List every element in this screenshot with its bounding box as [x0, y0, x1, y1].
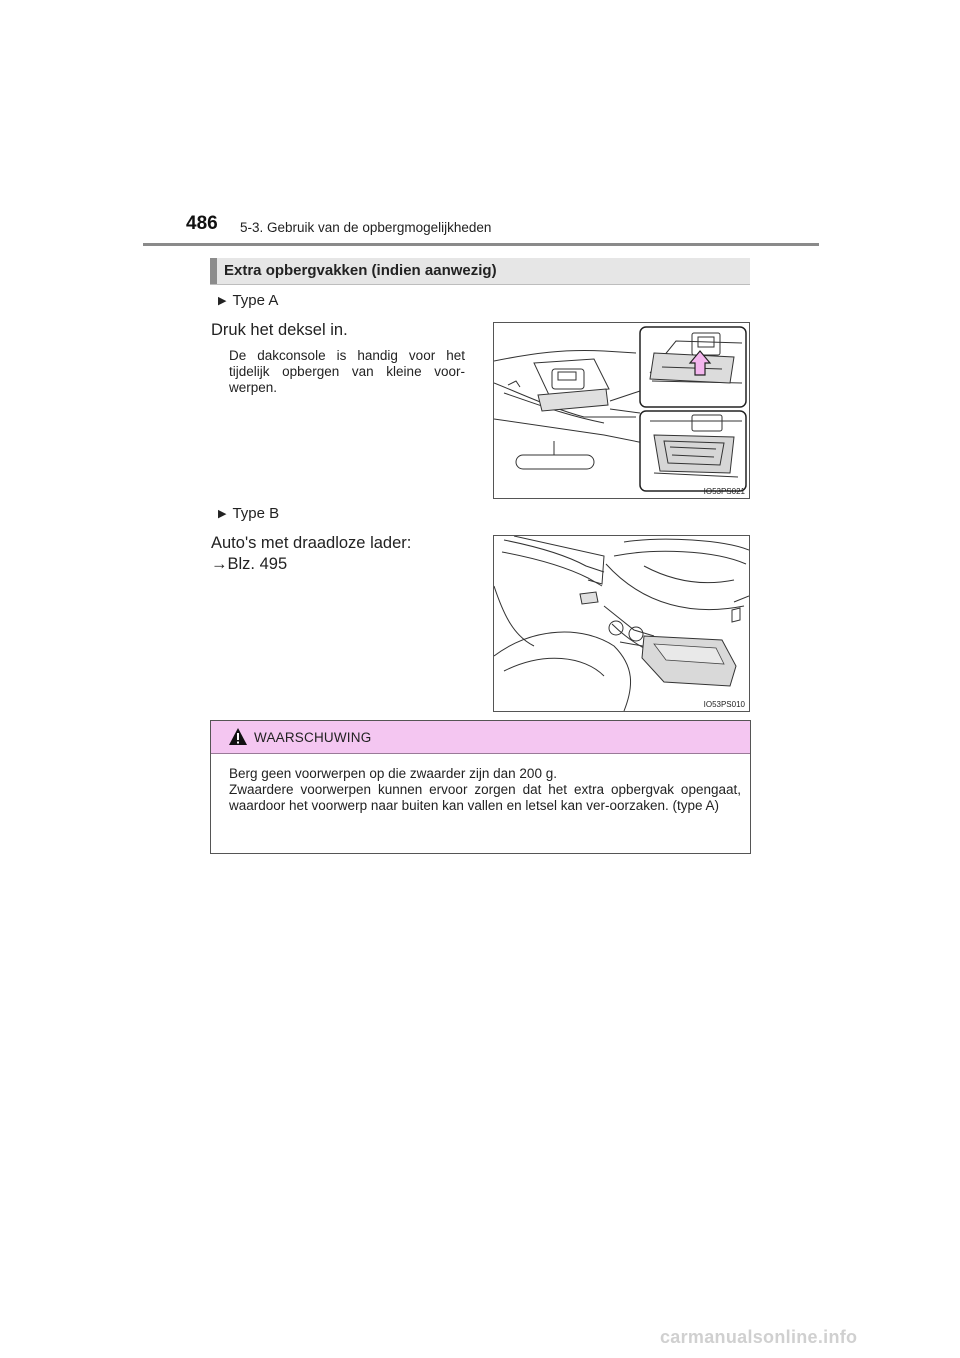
type-b-heading: [218, 505, 279, 522]
type-b-label: Type B: [232, 505, 280, 522]
section-accent: [210, 258, 217, 284]
figure-roof-console: [493, 322, 750, 499]
warning-box: [210, 720, 751, 854]
section-heading: [210, 258, 750, 285]
warning-label: WAARSCHUWING: [254, 730, 372, 745]
section-title: Extra opbergvakken (indien aanwezig): [224, 262, 497, 279]
page-reference-link[interactable]: →Blz. 495: [211, 555, 288, 573]
chapter-title: 5-3. Gebruik van de opbergmogelijkheden: [240, 220, 492, 235]
warning-text: [229, 766, 741, 814]
header-divider: [143, 243, 819, 246]
type-a-instruction: Druk het deksel in.: [211, 321, 348, 339]
warning-header: [211, 721, 750, 754]
page-number: 486: [186, 213, 218, 234]
warning-line-1: Berg geen voorwerpen op die zwaarder zijn dan 200 g.: [229, 766, 557, 781]
center-console-illustration: [494, 536, 749, 711]
figure-center-console: [493, 535, 750, 712]
triangle-right-icon: ▶: [218, 295, 227, 307]
type-a-label: Type A: [232, 292, 279, 309]
type-a-description: De dakconsole is handig voor het tijdelijk opbergen van kleine voor-werpen.: [229, 348, 465, 395]
warning-line-2: Zwaardere voorwerpen kunnen ervoor zorgen dat het extra opbergvak opengaat, waardoor het voorwerp naar buiten kan vallen en letsel kan ver-oorzaken. (type A): [229, 782, 741, 813]
warning-triangle-icon: [228, 727, 248, 746]
watermark-text: carmanualsonline.info: [660, 1327, 858, 1347]
roof-console-illustration: [494, 323, 749, 498]
type-b-instruction: Auto's met draadloze lader:: [211, 534, 412, 552]
figure-code: IO53PS010: [703, 700, 745, 709]
type-a-heading: [218, 292, 278, 309]
triangle-right-icon: ▶: [218, 508, 227, 520]
figure-code: IO53PS021: [703, 487, 745, 496]
